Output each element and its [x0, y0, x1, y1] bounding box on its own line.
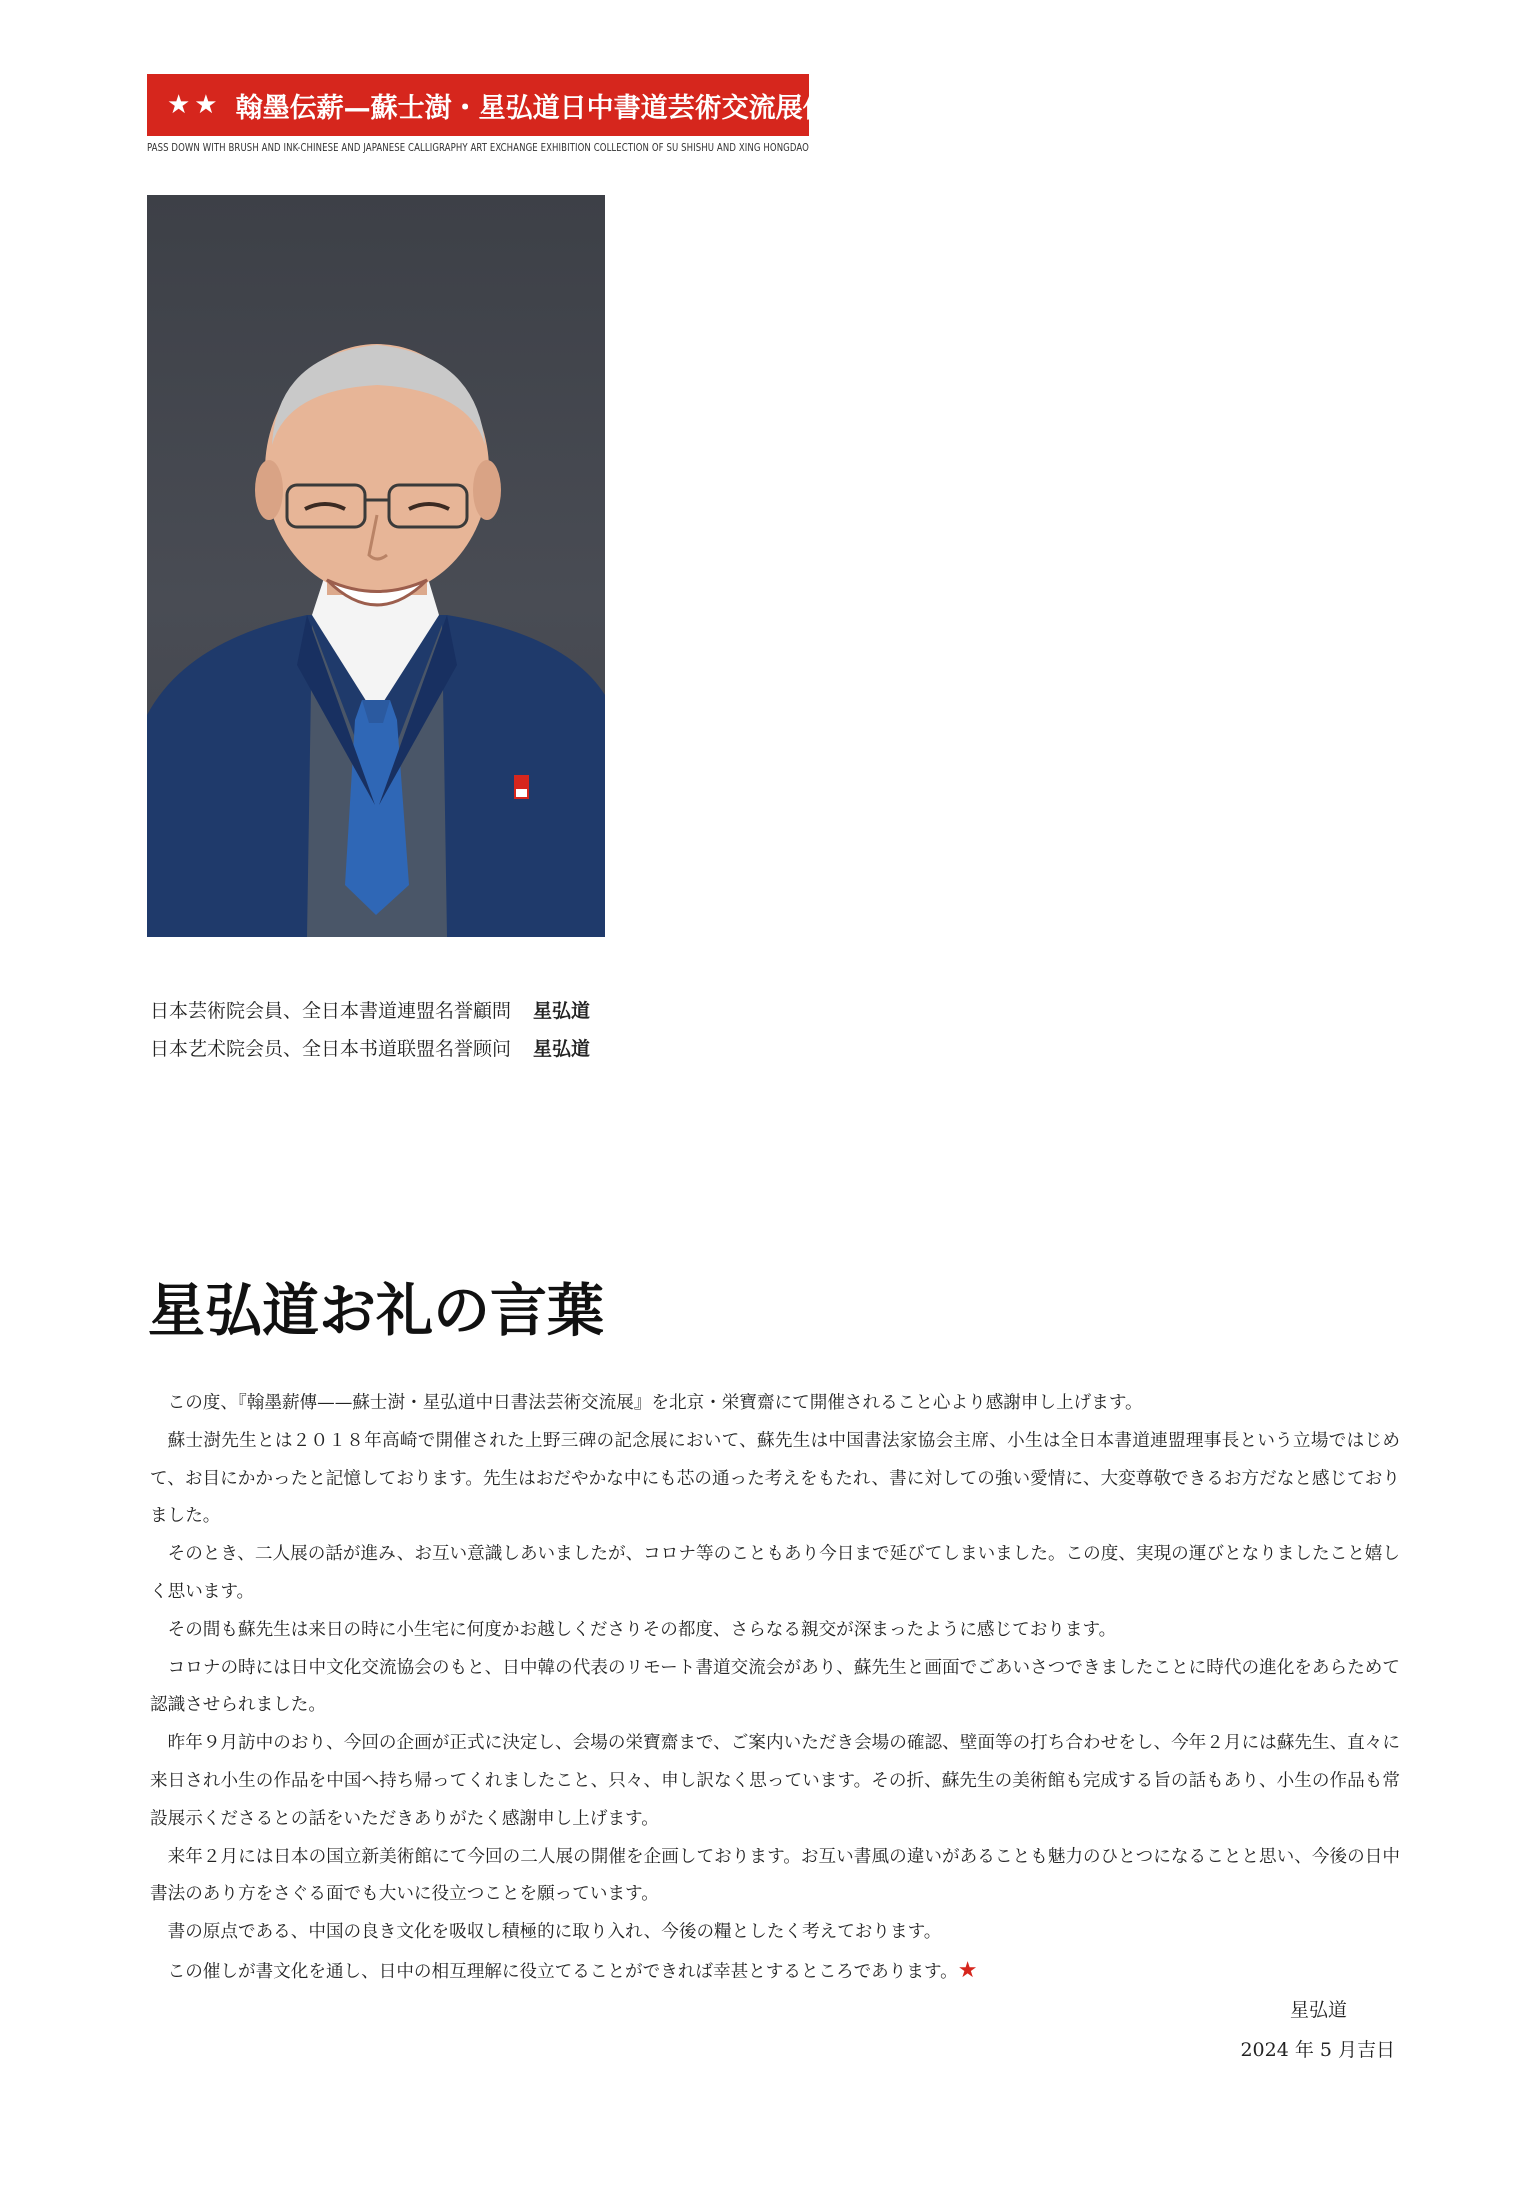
- title-banner: [147, 74, 884, 136]
- paragraph-last: [150, 1952, 1400, 1992]
- caption-line-chinese: [150, 1030, 590, 1068]
- caption-line-japanese: [150, 992, 590, 1030]
- collection-title: 翰墨伝薪—蘇士澍・星弘道日中書道芸術交流展作品集: [235, 92, 884, 124]
- page-heading: 星弘道お礼の言葉: [148, 1277, 604, 1344]
- paragraph: コロナの時には日中文化交流協会のもと、日中韓の代表のリモート書道交流会があり、蘇先生と画面でごあいさつできましたことに時代の進化をあらためて認識させられました。: [150, 1657, 1400, 1716]
- portrait-caption: [150, 992, 590, 1068]
- caption-name-japanese: 星弘道: [533, 1000, 591, 1022]
- paragraph: 蘇士澍先生とは２０１８年高崎で開催された上野三碑の記念展において、蘇先生は中国書法家協会主席、小生は全日本書道連盟理事長という立場ではじめて、お目にかかったと記憶しております。先生はおだやかな中にも芯の通った考えをもたれ、書に対しての強い愛情に、大変尊敬できるお方だなと感じておりました。: [150, 1430, 1400, 1527]
- signature-date: 2024 年 5 月吉日: [1240, 2039, 1395, 2061]
- signature-name: 星弘道: [1289, 1999, 1347, 2021]
- caption-role-chinese: 日本艺术院会员、全日本书道联盟名誉顾问: [150, 1038, 512, 1060]
- signature-block: [1240, 1990, 1395, 2070]
- caption-name-chinese: 星弘道: [533, 1038, 591, 1060]
- portrait-photo: [147, 195, 605, 937]
- paragraph: その間も蘇先生は来日の時に小生宅に何度かお越しくださりその都度、さらなる親交が深まったように感じております。: [167, 1619, 1117, 1640]
- red-star-icon: ★: [957, 1957, 978, 1983]
- paragraph: この度、『翰墨薪傳——蘇士澍・星弘道中日書法芸術交流展』を北京・栄寶齋にて開催されること心より感謝申し上げます。: [167, 1393, 1143, 1413]
- paragraph: 来年２月には日本の国立新美術館にて今回の二人展の開催を企画しております。お互い書風の違いがあることも魅力のひとつになることと思い、今後の日中書法のあり方をさぐる面でも大いに役立つことを願っています。: [150, 1846, 1400, 1905]
- paragraph-text: この催しが書文化を通し、日中の相互理解に役立てることができれば幸甚とするところであります。: [167, 1961, 958, 1982]
- paragraph: 昨年９月訪中のおり、今回の企画が正式に決定し、会場の栄寶齋まで、ご案内いただき会場の確認、壁面等の打ち合わせをし、今年２月には蘇先生、直々に来日され小生の作品を中国へ持ち帰ってくれましたこと、只々、申し訳なく思っています。その折、蘇先生の美術館も完成する旨の話もあり、小生の作品も常設展示くださるとの話をいただきありがたく感謝申し上げます。: [150, 1733, 1400, 1829]
- paragraph: 書の原点である、中国の良き文化を吸収し積極的に取り入れ、今後の糧としたく考えております。: [167, 1922, 942, 1943]
- paragraph: そのとき、二人展の話が進み、お互い意識しあいましたが、コロナ等のこともあり今日まで延びてしまいました。この度、実現の運びとなりましたこと嬉しく思います。: [150, 1544, 1400, 1602]
- caption-role-japanese: 日本芸術院会員、全日本書道連盟名誉顧問: [150, 1000, 512, 1022]
- english-subtitle: PASS DOWN WITH BRUSH AND INK-CHINESE AND JAPANESE CALLIGRAPHY ART EXCHANGE EXHIBITION COLLECTION OF SU SHISHU AND XING HONGDAO: [147, 142, 809, 154]
- letter-body: [150, 1385, 1400, 1992]
- star-icons: ★★: [167, 90, 222, 120]
- portrait-illustration: [147, 195, 605, 937]
